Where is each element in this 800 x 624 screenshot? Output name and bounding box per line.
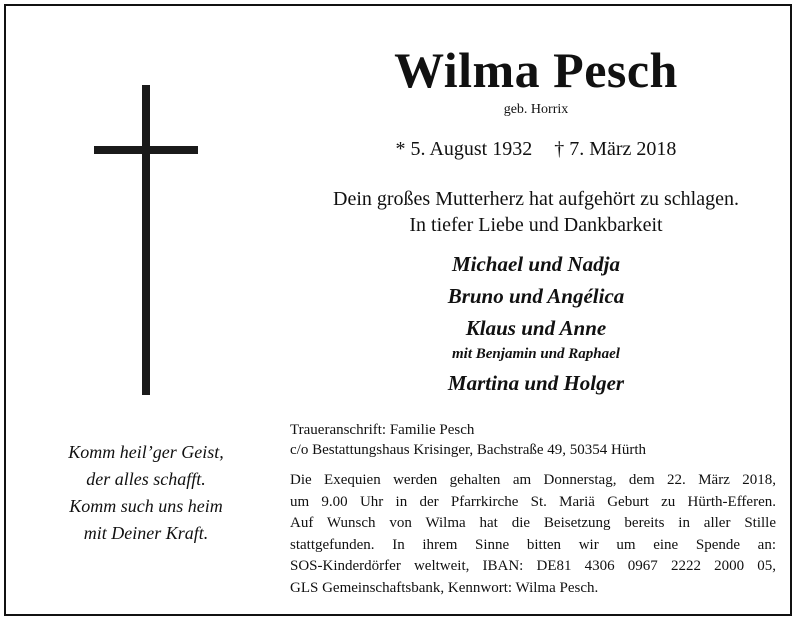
mourner-name: Martina und Holger [447, 371, 625, 395]
mourner-name: Michael und Nadja [451, 252, 621, 276]
life-dates [306, 136, 766, 162]
address-line: c/o Bestattungshaus Krisinger, Bachstraße 49, 50354 Hürth [290, 442, 647, 458]
service-line: GLS Gemeinschaftsbank, Kennwort: Wilma Pesch. [290, 579, 599, 596]
mourner-name: mit Benjamin und Raphael [452, 346, 620, 362]
service-line: Auf Wunsch von Wilma hat die Beisetzung bereits in aller Stille [290, 515, 776, 531]
verse [46, 439, 246, 547]
mourning-address [290, 420, 790, 460]
deceased-name: Wilma Pesch [394, 42, 678, 98]
cross-icon [142, 85, 150, 395]
service-line: stattgefunden. In ihrem Sinne bitten wir um eine Spende an: [290, 536, 776, 553]
verse-line: Komm heil’ger Geist, [68, 442, 224, 462]
death-date: † 7. März 2018 [554, 138, 677, 160]
birth-date: * 5. August 1932 [395, 138, 533, 160]
service-line: um 9.00 Uhr in der Pfarrkirche St. Mariä Geburt zu Hürth-Efferen. [290, 493, 776, 510]
obituary-notice [4, 4, 792, 616]
tribute-line: In tiefer Liebe und Dankbarkeit [409, 214, 663, 236]
service-line: SOS-Kinderdörfer weltweit, IBAN: DE81 4306 0967 2222 2000 05, [290, 558, 776, 574]
service-line: Die Exequien werden gehalten am Donnerstag, dem 22. März 2018, [290, 472, 776, 488]
cross-icon-bar [94, 146, 198, 154]
service-details [290, 470, 776, 599]
verse-line: Komm such uns heim [69, 496, 223, 516]
address-line: Traueranschrift: Familie Pesch [290, 422, 475, 438]
verse-line: mit Deiner Kraft. [83, 523, 209, 543]
mourner-name: Bruno und Angélica [447, 284, 625, 308]
verse-line: der alles schafft. [86, 469, 206, 489]
mourner-name: Klaus und Anne [465, 316, 607, 340]
tribute-line: Dein großes Mutterherz hat aufgehört zu schlagen. [333, 188, 739, 210]
birth-name: geb. Horrix [503, 102, 569, 117]
